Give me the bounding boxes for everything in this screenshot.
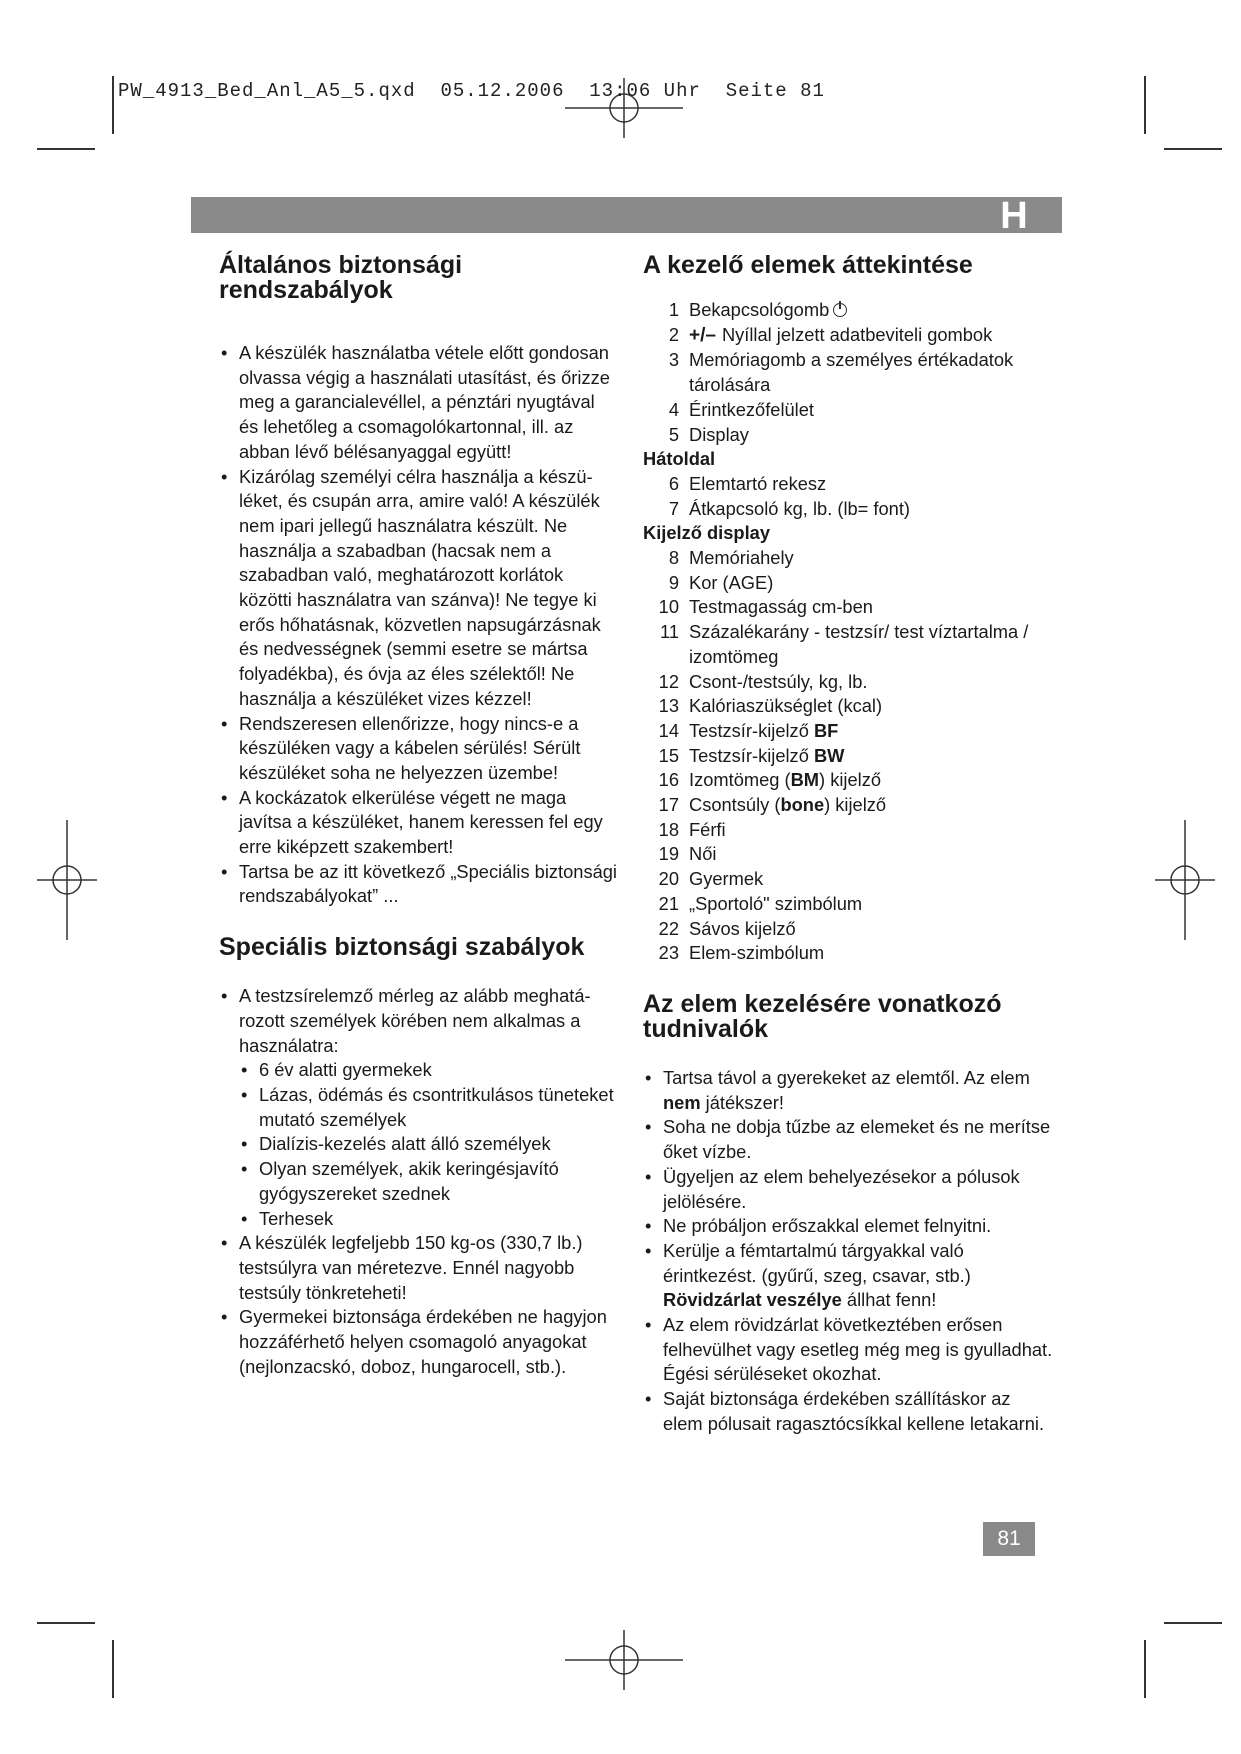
list-item: 10 Testmagasság cm-ben [658, 596, 873, 618]
sub-item: • Dialízis-kezelés alatt álló személyek [239, 1132, 619, 1157]
special-rules-list [219, 984, 619, 1379]
top-bar [191, 197, 1062, 233]
controls-front-list [643, 298, 1053, 447]
heading-general-safety: Általános biztonsági rendszabályok [219, 251, 463, 304]
list-item: 21 „Sportoló" szimbólum [658, 892, 863, 914]
list-item: 8 Memóriahely [668, 547, 794, 569]
registration-mark-bottom [565, 1630, 683, 1690]
crop-mark [1144, 76, 1146, 134]
special-intro: A testzsírelemző mérleg az alább meghatározott személyek körében nem alkalmas a használatra: [239, 985, 591, 1056]
list-item: 16 Izomtömeg (BM) kijelző [658, 769, 881, 791]
list-item [219, 984, 619, 1231]
list-item: • Tartsa távol a gyerekeket az elemtől. Az elem nem játékszer! [643, 1066, 1053, 1115]
list-item: 23 Elem-szimbólum [658, 942, 825, 964]
list-item: 13 Kalóriaszükséglet (kcal) [658, 695, 883, 717]
sub-item: • Lázas, ödémás és csontritkulásos tüneteket mutató személyek [239, 1083, 619, 1132]
heading-controls-overview: A kezelő elemek áttekintése [643, 251, 973, 279]
list-item: 19 Női [658, 843, 717, 865]
section-back: Hátoldal [643, 448, 716, 470]
crop-mark [1164, 1622, 1222, 1624]
list-item: • Ne próbáljon erőszakkal elemet felnyitni. [643, 1214, 1053, 1239]
list-item: • A készülék használatba vétele előtt gondosan olvassa végig a használati utasítást, és őrizze meg a garancialevéllel, a pénztári nyugtával és lehetőleg a csomagolókartonnal, ill. az abban lévő bélésanyaggal együtt! [219, 341, 619, 465]
battery-list [643, 1066, 1053, 1437]
list-item: 20 Gyermek [658, 868, 764, 890]
sub-item: • Olyan személyek, akik keringésjavító gyógyszereket szednek [239, 1157, 619, 1206]
crop-mark [1164, 148, 1222, 150]
list-item: • Soha ne dobja tűzbe az elemeket és ne merítse őket vízbe. [643, 1115, 1053, 1164]
list-item: • Kizárólag személyi célra használja a készüléket, és csupán arra, amire való! A készülék nem ipari jellegű használatra készült. Ne használja a szabadban (hacsak nem a szabadban való, meghatározott korlátok közötti használatra van szánva)! Ne tegye ki erős hőhatásnak, közvetlen napsugárzásnak és nedvességnek (semmi esetre se mártsa folyadékba), és óvja az éles szélektől! Ne használja a készüléket vizes kézzel! [219, 465, 619, 712]
heading-battery: Az elem kezelésére vonatkozó tudnivalók [643, 989, 1002, 1043]
display-items-list [643, 546, 1053, 966]
list-item: 14 Testzsír-kijelző BF [658, 719, 839, 741]
registration-mark-left [37, 820, 97, 940]
page-number: 81 [983, 1522, 1035, 1556]
list-item: 3 Memóriagomb a személyes értékadatok tárolására [668, 349, 1014, 396]
list-item: 15 Testzsír-kijelző BW [658, 744, 845, 766]
list-item: • Gyermekei biztonsága érdekében ne hagyjon hozzáférhető helyen csomagoló anyagokat (nejlonzacskó, doboz, hungarocell, stb.). [219, 1305, 619, 1379]
power-icon [833, 303, 847, 317]
list-item: 6 Elemtartó rekesz [668, 472, 827, 494]
list-item: 11 Százalékarány - testzsír/ test víztartalma / izomtömeg [660, 621, 1029, 667]
list-item: 4 Érintkezőfelület [668, 398, 814, 420]
controls-back-list [643, 472, 1053, 521]
list-item: 1 Bekapcsológomb [643, 298, 1053, 323]
list-item: 17 Csontsúly (bone) kijelző [658, 794, 887, 816]
heading-special-safety: Speciális biztonsági szabályok [219, 933, 585, 962]
list-item: 12 Csont-/testsúly, kg, lb. [658, 670, 868, 692]
crop-mark [37, 148, 95, 150]
list-item: • Kerülje a fémtartalmú tárgyakkal való érintkezést. (gyűrű, szeg, csavar, stb.) Rövidzárlat veszélye állhat fenn! [643, 1239, 1053, 1313]
language-badge: H [990, 197, 1038, 233]
crop-mark [112, 76, 114, 134]
list-item: • Az elem rövidzárlat következtében erősen felhevülhet vagy esetleg még meg is gyulladhat. Égési sérüléseket okozhat. [643, 1313, 1053, 1387]
list-item: • Ügyeljen az elem behelyezésekor a pólusok jelölésére. [643, 1165, 1053, 1214]
crop-mark [112, 1640, 114, 1698]
crop-mark [37, 1622, 95, 1624]
section-display: Kijelző display [643, 522, 770, 544]
left-column [219, 253, 619, 1379]
list-item: • Tartsa be az itt következő „Speciális biztonsági rendszabályokat” ... [219, 860, 619, 909]
sub-item: • 6 év alatti gyermekek [239, 1058, 619, 1083]
list-item: 5 Display [668, 423, 749, 445]
list-item: 2 +/– Nyíllal jelzett adatbeviteli gombok [668, 323, 993, 346]
plus-minus-label: +/– [689, 324, 716, 346]
list-item: 22 Sávos kijelző [658, 917, 796, 939]
list-item: • Rendszeresen ellenőrizze, hogy nincs-e a készüléken vagy a kábelen sérülés! Sérült készüléket soha ne helyezzen üzembe! [219, 712, 619, 786]
sub-item: • Terhesek [239, 1207, 619, 1232]
general-rules-list [219, 341, 619, 909]
list-item: 9 Kor (AGE) [668, 571, 774, 593]
crop-mark [1144, 1640, 1146, 1698]
list-item: • A kockázatok elkerülése végett ne maga javítsa a készüléket, hanem keressen fel egy erre kiképzett szakembert! [219, 786, 619, 860]
special-sublist [239, 1058, 619, 1231]
registration-mark-right [1155, 820, 1215, 940]
list-item: 7 Átkapcsoló kg, lb. (lb= font) [668, 497, 911, 519]
list-item: 18 Férfi [658, 818, 726, 840]
right-column [643, 253, 1053, 1437]
print-header: PW_4913_Bed_Anl_A5_5.qxd 05.12.2006 13:06 Uhr Seite 81 [118, 80, 825, 102]
list-item: • A készülék legfeljebb 150 kg-os (330,7 lb.) testsúlyra van méretezve. Ennél nagyobb testsúly tönkreteheti! [219, 1231, 619, 1305]
list-item: • Saját biztonsága érdekében szállításkor az elem pólusait ragasztócsíkkal kellene letakarni. [643, 1387, 1053, 1436]
